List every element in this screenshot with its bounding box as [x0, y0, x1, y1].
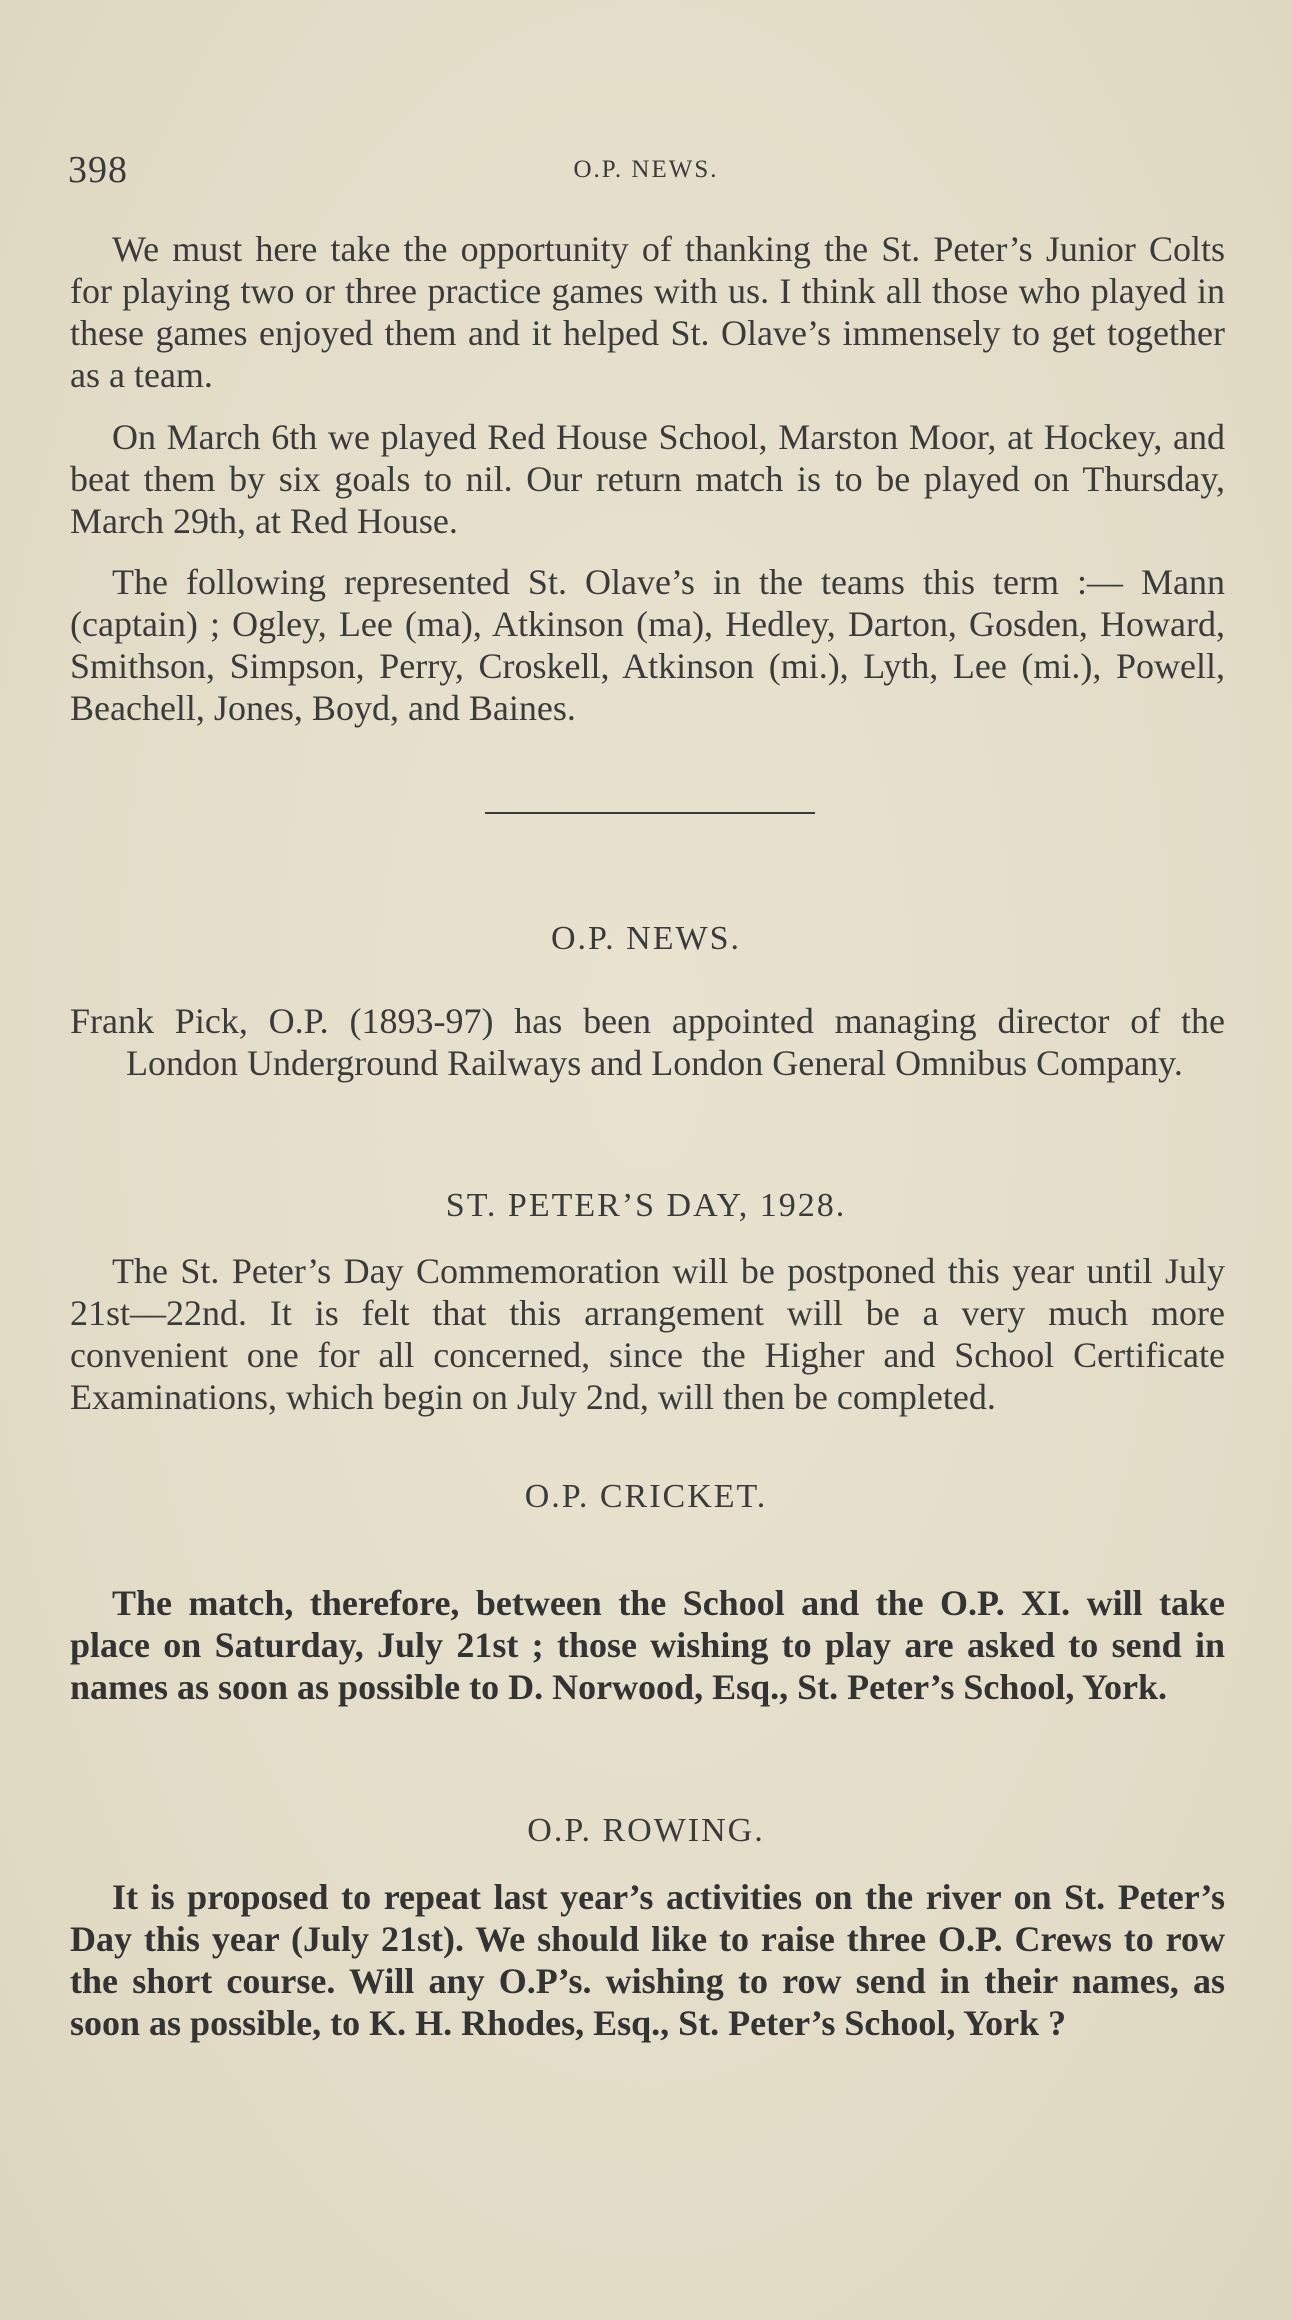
page-number: 398 [68, 149, 128, 191]
section-divider [485, 812, 815, 814]
paragraph-rowing: It is proposed to repeat last year’s activities on the river on St. Peter’s Day this year (July 21st). We should like to raise three O.P. Crews to row the short course. Will any O.P’s. wishing to row send in their names, as soon as possible, to K. H. Rhodes, Esq., St. Peter’s School, York ? [70, 1877, 1225, 2043]
running-title: O.P. NEWS. [573, 156, 719, 183]
paragraph-commemoration: The St. Peter’s Day Commemoration will be postponed this year until July 21st—22nd. It is felt that this arrangement will be a very much more convenient one for all concerned, since the Higher and School Certificate Examinations, which begin on July 2nd, will then be completed. [70, 1251, 1225, 1417]
heading-op-rowing: O.P. ROWING. [527, 1812, 765, 1849]
heading-st-peters-day: ST. PETER’S DAY, 1928. [445, 1187, 847, 1224]
paragraph-red-house-match: On March 6th we played Red House School, Marston Moor, at Hockey, and beat them by six goals to nil. Our return match is to be played on Thursday, March 29th, at Red House. [70, 417, 1225, 541]
paragraph-cricket-match: The match, therefore, between the School and the O.P. XI. will take place on Saturday, July 21st ; those wishing to play are asked to send in names as soon as possible to D. Norwood, Esq., St. Peter’s School, York. [70, 1583, 1225, 1707]
running-head [68, 148, 1224, 198]
heading-op-news: O.P. NEWS. [550, 920, 742, 957]
heading-op-cricket: O.P. CRICKET. [524, 1478, 768, 1515]
paragraph-junior-colts: We must here take the opportunity of thanking the St. Peter’s Junior Colts for playing two or three practice games with us. I think all those who played in these games enjoyed them and it helped St. Olave’s immensely to get together as a team. [70, 229, 1225, 395]
paragraph-team-list: The following represented St. Olave’s in the teams this term :— Mann (captain) ; Ogley, Lee (ma), Atkinson (ma), Hedley, Darton, Gosden, Howard, Smithson, Simpson, Perry, Croskell, Atkinson (mi.), Lyth, Lee (mi.), Powell, Beachell, Jones, Boyd, and Baines. [70, 562, 1225, 728]
paragraph-frank-pick: Frank Pick, O.P. (1893-97) has been appointed managing director of the London Underground Railways and London General Omnibus Company. [70, 1001, 1225, 1083]
